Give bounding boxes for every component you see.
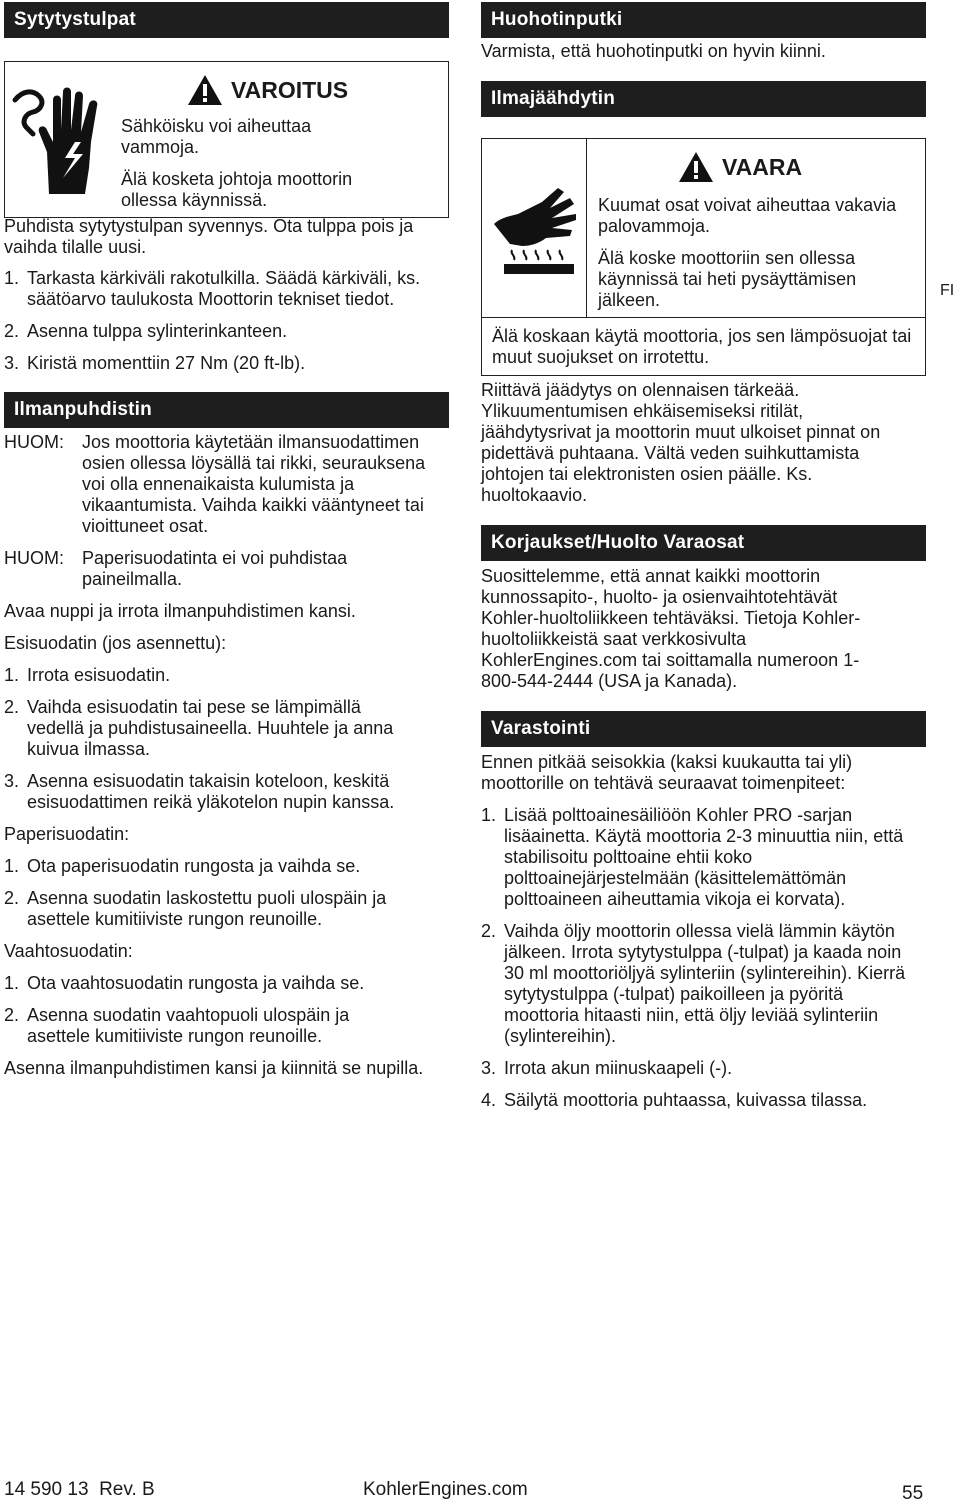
list-number: 1.: [4, 665, 20, 685]
list-item: [4, 856, 452, 877]
danger-divider-horizontal: [482, 317, 925, 318]
list-number: 2.: [4, 321, 20, 341]
language-tag: FI: [940, 282, 955, 299]
list-text: Irrota esisuodatin.: [27, 665, 171, 685]
list-number: 3.: [481, 1058, 497, 1078]
danger-signal-text: VAARA: [722, 153, 803, 180]
footer-page-number: 55: [902, 1483, 924, 1504]
list-number: 3.: [4, 771, 20, 791]
list-text: Irrota akun miinuskaapeli (-).: [504, 1058, 733, 1078]
list-number: 2.: [481, 921, 497, 941]
note-1: [4, 432, 434, 537]
list-item: [481, 805, 921, 910]
list-item: [4, 771, 452, 813]
steps-esisuodatin: [4, 665, 452, 813]
danger-divider-vertical: [586, 139, 587, 317]
section-header-varastointi: Varastointi: [481, 711, 926, 747]
warning-line-1: Sähköisku voi aiheuttaa vammoja.: [121, 116, 312, 157]
steps-paperisuodatin: [4, 856, 452, 930]
list-number: 2.: [4, 888, 20, 908]
warning-triangle-icon: [187, 74, 223, 106]
warning-box: [4, 61, 449, 218]
subheading-esisuodatin: Esisuodatin (jos asennettu):: [4, 633, 227, 653]
hot-surface-hand-icon: [490, 184, 580, 284]
section-header-ilmajaahdytin: Ilmajäähdytin: [481, 81, 926, 117]
list-item: [4, 973, 452, 994]
list-number: 4.: [481, 1090, 497, 1110]
list-text: Kiristä momenttiin 27 Nm (20 ft-lb).: [27, 353, 306, 373]
list-text: Vaihda öljy moottorin ollessa vielä lämmin käytön jälkeen. Irrota sytytystulppa (-tulpat) ja kaada noin 30 ml moottoriöljyä sylinteriin (sylintereihin). Kierrä sytytystulppa (-tulpat) paikoilleen ja pyöritä moottoria hitaasti niin, että öljy leviää sylinteriin (sylintereihin).: [504, 921, 906, 1046]
list-number: 1.: [481, 805, 497, 825]
paragraph: Puhdista sytytystulpan syvennys. Ota tulppa pois ja vaihda tilalle uusi.: [4, 216, 414, 257]
left-column: [4, 0, 449, 1079]
list-text: Asenna esisuodatin takaisin koteloon, keskitä esisuodattimen reikä yläkotelon nupin kanssa.: [27, 771, 395, 812]
paragraph: Ennen pitkää seisokkia (kaksi kuukautta tai yli) moottorille on tehtävä seuraavat toimenpiteet:: [481, 752, 853, 793]
list-text: Lisää polttoainesäiliöön Kohler PRO -sarjan lisäainetta. Käytä moottoria 2-3 minuuttia niin, että stabilisoitu polttoaine ehtii koko polttoainejärjestelmään (käsittelemättömän polttoaineen aiheuttamia vikoja ei korvata).: [504, 805, 904, 909]
paragraph: Varmista, että huohotinputki on hyvin kiinni.: [481, 41, 826, 61]
paragraph: Suosittelemme, että annat kaikki moottorin kunnossapito-, huolto- ja osienvaihtotehtävät Kohler-huoltoliikkeen tehtäväksi. Tietoja Kohler-huoltoliikkeistä saat verkkosivulta KohlerEngines.com tai soittamalla numeroon 1-800-544-2444 (USA ja Kanada).: [481, 566, 861, 691]
list-item: [4, 697, 419, 760]
note-text: Paperisuodatinta ei voi puhdistaa paineilmalla.: [82, 548, 348, 589]
list-item: [481, 1058, 921, 1079]
list-text: Ota paperisuodatin rungosta ja vaihda se.: [27, 856, 361, 876]
steps-varastointi: [481, 805, 921, 1111]
list-text: Asenna suodatin vaahtopuoli ulospäin ja asettele kumitiiviste rungon reunoille.: [27, 1005, 350, 1046]
list-text: Ota vaahtosuodatin rungosta ja vaihda se.: [27, 973, 365, 993]
warning-signal-word: [187, 74, 348, 106]
list-item: [4, 321, 449, 342]
paragraph: Avaa nuppi ja irrota ilmanpuhdistimen kansi.: [4, 601, 356, 621]
list-item: [4, 888, 452, 930]
section-header-korjaukset: Korjaukset/Huolto Varaosat: [481, 525, 926, 561]
list-text: Säilytä moottoria puhtaassa, kuivassa tilassa.: [504, 1090, 868, 1110]
steps-sytytystulpat: [4, 268, 449, 374]
list-item: [4, 268, 444, 310]
list-number: 1.: [4, 268, 20, 288]
list-number: 2.: [4, 1005, 20, 1025]
danger-box: [481, 138, 926, 376]
note-label: HUOM:: [4, 548, 64, 568]
steps-vaahtosuodatin: [4, 973, 452, 1047]
list-item: [4, 1005, 414, 1047]
footer-doc-number: 14 590 13 Rev. B: [4, 1479, 155, 1500]
footer-website: KohlerEngines.com: [363, 1479, 528, 1500]
danger-line-1: Kuumat osat voivat aiheuttaa vakavia palovammoja.: [598, 195, 897, 236]
list-text: Vaihda esisuodatin tai pese se lämpimällä vedellä ja puhdistusaineella. Huuhtele ja anna kuivua ilmassa.: [27, 697, 394, 759]
note-label: HUOM:: [4, 432, 64, 452]
list-text: Asenna tulppa sylinterinkanteen.: [27, 321, 288, 341]
list-text: Tarkasta kärkiväli rakotulkilla. Säädä kärkiväli, ks. säätöarvo taulukosta Moottorin tekniset tiedot.: [27, 268, 421, 309]
list-text: Asenna suodatin laskostettu puoli ulospäin ja asettele kumitiiviste rungon reunoille.: [27, 888, 387, 929]
right-column: [481, 0, 926, 1111]
section-header-ilmanpuhdistin: Ilmanpuhdistin: [4, 392, 449, 428]
list-item: [4, 665, 452, 686]
list-number: 1.: [4, 973, 20, 993]
paragraph: Riittävä jäädytys on olennaisen tärkeää. Ylikuumentumisen ehkäisemiseksi ritilät, jäähdytysrivat ja moottorin muut ulkoiset pinnat on pidettävä puhtaana. Vältä veden suihkuttamista johtojen tai elektronisten osien päälle. Ks. huoltokaavio.: [481, 380, 881, 505]
danger-line-3: Älä koskaan käytä moottoria, jos sen lämpösuojat tai muut suojukset on irrotettu.: [492, 326, 912, 367]
warning-line-2: Älä kosketa johtoja moottorin ollessa käynnissä.: [121, 169, 353, 210]
danger-line-2: Älä koske moottoriin sen ollessa käynnissä tai heti pysäyttämisen jälkeen.: [598, 248, 857, 310]
section-header-sytytystulpat: Sytytystulpat: [4, 2, 449, 38]
note-2: [4, 548, 434, 590]
note-text: Jos moottoria käytetään ilmansuodattimen osien ollessa löysällä tai rikki, seurauksena voi olla ennenaikaista kulumista ja vikaantumista. Vaihda kaikki vääntyneet tai vioittuneet osat.: [82, 432, 426, 536]
paragraph: Asenna ilmanpuhdistimen kansi ja kiinnitä se nupilla.: [4, 1058, 424, 1078]
subheading-paperisuodatin: Paperisuodatin:: [4, 824, 130, 844]
list-item: [481, 921, 921, 1047]
warning-triangle-icon: [678, 151, 714, 183]
electric-shock-hand-icon: [9, 82, 113, 200]
list-item: [481, 1090, 871, 1111]
warning-signal-text: VAROITUS: [231, 76, 349, 103]
list-number: 1.: [4, 856, 20, 876]
list-number: 3.: [4, 353, 20, 373]
list-number: 2.: [4, 697, 20, 717]
danger-signal-word: [678, 151, 802, 183]
section-header-huohotinputki: Huohotinputki: [481, 2, 926, 38]
subheading-vaahtosuodatin: Vaahtosuodatin:: [4, 941, 133, 961]
list-item: [4, 353, 449, 374]
